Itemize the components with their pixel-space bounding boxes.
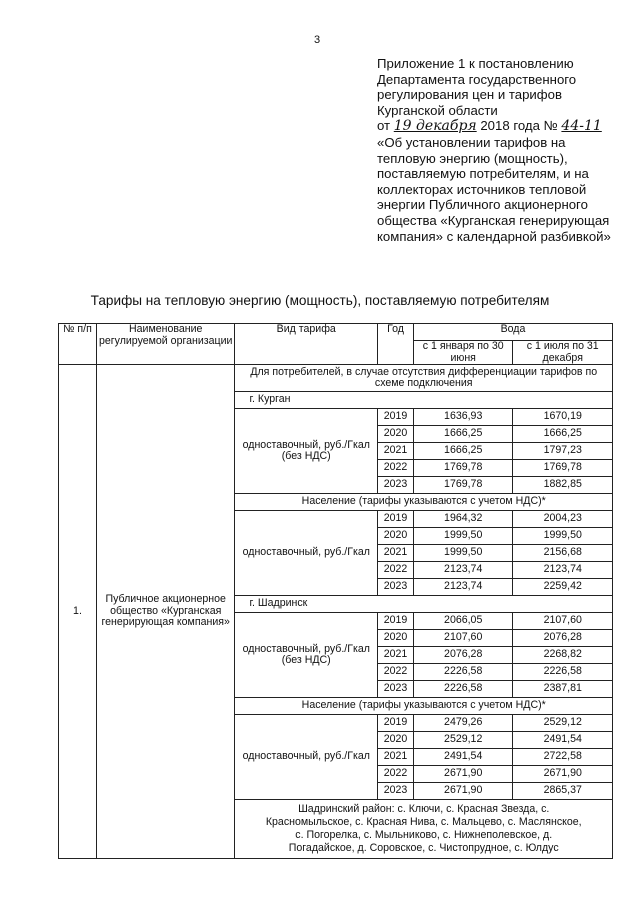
value-h2: 1999,50 [513, 528, 613, 545]
value-h2: 2107,60 [513, 613, 613, 630]
value-h1: 1769,78 [413, 460, 513, 477]
year-cell: 2019 [378, 511, 414, 528]
value-h1: 2076,28 [413, 647, 513, 664]
value-h2: 2004,23 [513, 511, 613, 528]
value-h1: 2066,05 [413, 613, 513, 630]
value-h1: 1999,50 [413, 545, 513, 562]
header-period-1: с 1 января по 30 июня [413, 341, 513, 365]
row-number: 1. [59, 365, 97, 859]
table-header-row [59, 324, 613, 341]
year-cell: 2022 [378, 562, 414, 579]
year-cell: 2023 [378, 783, 414, 800]
document-title: Тарифы на тепловую энергию (мощность), поставляемую потребителям [90, 293, 550, 308]
appendix-line: Курганской области [377, 102, 498, 118]
organization-name: Публичное акционерное общество «Курганская генерирующая компания» [96, 365, 235, 859]
tariff-table [58, 323, 613, 859]
year-cell: 2022 [378, 766, 414, 783]
handwritten-date: 19 декабря [393, 118, 477, 135]
year-cell: 2021 [378, 647, 414, 664]
year-cell: 2022 [378, 460, 414, 477]
year-cell: 2022 [378, 664, 414, 681]
value-h2: 2259,42 [513, 579, 613, 596]
value-h2: 2387,81 [513, 681, 613, 698]
date-prefix: от [377, 118, 391, 134]
tariff-type: одноставочный, руб./Гкал (без НДС) [235, 613, 378, 698]
value-h2: 2865,37 [513, 783, 613, 800]
value-h2: 2722,58 [513, 749, 613, 766]
year-cell: 2020 [378, 426, 414, 443]
handwritten-number: 44-11 [561, 118, 602, 135]
population-heading: Население (тарифы указываются с учетом НДС)* [235, 494, 613, 511]
value-h2: 1797,23 [513, 443, 613, 460]
year-cell: 2020 [378, 528, 414, 545]
appendix-date-line [377, 118, 617, 135]
value-h1: 1666,25 [413, 443, 513, 460]
value-h1: 2529,12 [413, 732, 513, 749]
city-heading: г. Курган [235, 392, 613, 409]
appendix-line: Департамента государственного [377, 71, 577, 87]
population-heading: Население (тарифы указываются с учетом НДС)* [235, 698, 613, 715]
tariff-type: одноставочный, руб./Гкал [235, 511, 378, 596]
year-cell: 2020 [378, 630, 414, 647]
value-h1: 1636,93 [413, 409, 513, 426]
year-cell: 2023 [378, 579, 414, 596]
year-cell: 2021 [378, 749, 414, 766]
year-cell: 2021 [378, 545, 414, 562]
year-cell: 2019 [378, 613, 414, 630]
value-h2: 2529,12 [513, 715, 613, 732]
value-h1: 2671,90 [413, 783, 513, 800]
value-h1: 2123,74 [413, 562, 513, 579]
year-cell: 2019 [378, 409, 414, 426]
value-h2: 1666,25 [513, 426, 613, 443]
appendix-header [377, 56, 617, 244]
page-number: 3 [314, 34, 321, 46]
value-h2: 2076,28 [513, 630, 613, 647]
value-h2: 2226,58 [513, 664, 613, 681]
value-h2: 1670,19 [513, 409, 613, 426]
header-org: Наименование регулируемой организации [96, 324, 235, 365]
year-cell: 2020 [378, 732, 414, 749]
value-h2: 2671,90 [513, 766, 613, 783]
value-h2: 1769,78 [513, 460, 613, 477]
year-cell: 2019 [378, 715, 414, 732]
value-h1: 1769,78 [413, 477, 513, 494]
value-h1: 2123,74 [413, 579, 513, 596]
header-period-2: с 1 июля по 31 декабря [513, 341, 613, 365]
year-cell: 2023 [378, 681, 414, 698]
value-h2: 2491,54 [513, 732, 613, 749]
year-cell: 2021 [378, 443, 414, 460]
value-h1: 2491,54 [413, 749, 513, 766]
value-h1: 1666,25 [413, 426, 513, 443]
value-h1: 2226,58 [413, 664, 513, 681]
table-row [59, 365, 613, 392]
value-h2: 2156,68 [513, 545, 613, 562]
header-num: № п/п [59, 324, 97, 365]
header-water: Вода [413, 324, 612, 341]
value-h1: 2107,60 [413, 630, 513, 647]
value-h2: 2268,82 [513, 647, 613, 664]
value-h1: 2671,90 [413, 766, 513, 783]
district-settlements: Шадринский район: с. Ключи, с. Красная Звезда, с. Красномыльское, с. Красная Нива, с. Мальцево, с. Маслянское, с. Погорелка, с. Мыльниково, с. Нижнеполевское, д. Погадайское, д. Соровское, с. Чистопрудное, с. Юлдус [235, 800, 613, 859]
tariff-type: одноставочный, руб./Гкал [235, 715, 378, 800]
tariff-type: одноставочный, руб./Гкал (без НДС) [235, 409, 378, 494]
city-heading: г. Шадринск [235, 596, 613, 613]
appendix-subject: «Об установлении тарифов на тепловую энергию (мощность), поставляемую потребителям, и на коллекторах источников тепловой энергии Публичного акционерного общества «Курганская генерирующая компания» с календарной разбивкой» [377, 134, 611, 244]
value-h2: 1882,85 [513, 477, 613, 494]
value-h1: 1964,32 [413, 511, 513, 528]
header-type: Вид тарифа [235, 324, 378, 365]
year-text: 2018 года № [480, 118, 558, 134]
value-h1: 2226,58 [413, 681, 513, 698]
value-h1: 2479,26 [413, 715, 513, 732]
value-h2: 2123,74 [513, 562, 613, 579]
header-year: Год [378, 324, 414, 365]
note-top: Для потребителей, в случае отсутствия дифференциации тарифов по схеме подключения [235, 365, 613, 392]
appendix-line: Приложение 1 к постановлению [377, 56, 574, 71]
year-cell: 2023 [378, 477, 414, 494]
value-h1: 1999,50 [413, 528, 513, 545]
appendix-line: регулирования цен и тарифов [377, 87, 562, 103]
